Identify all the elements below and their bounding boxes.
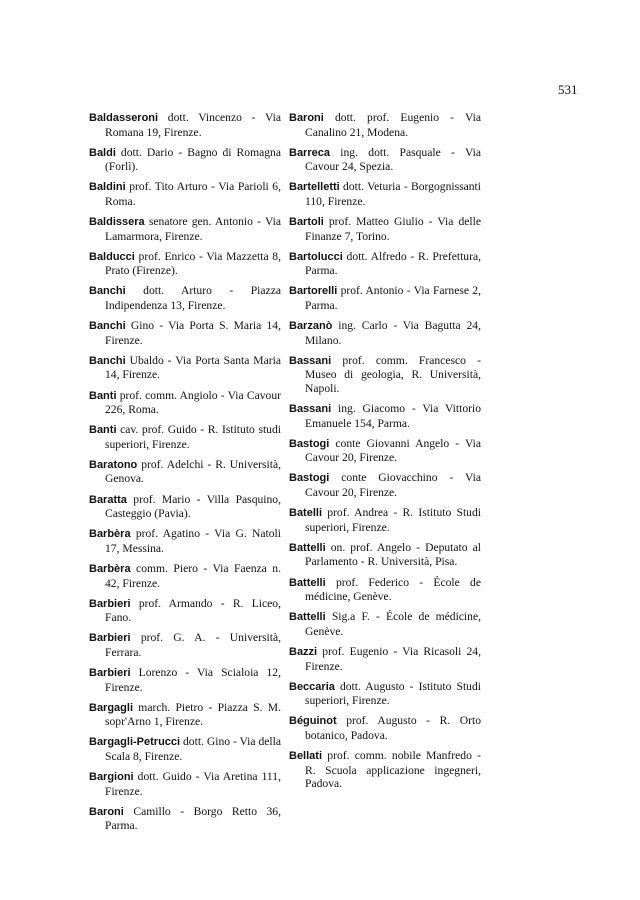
entry-surname: Barreca bbox=[289, 146, 330, 159]
directory-entry bbox=[289, 645, 481, 673]
entry-surname: Banchi bbox=[89, 285, 126, 298]
entry-details: prof. Andrea - R. Istituto Studi superiori, Firenze. bbox=[305, 506, 481, 534]
directory-entry bbox=[89, 458, 281, 486]
entry-details: ing. Giacomo - Via Vittorio Emanuele 154, Parma. bbox=[305, 402, 481, 430]
directory-entry bbox=[289, 215, 481, 243]
directory-entry bbox=[89, 423, 281, 451]
entry-details: dott. Gino - Via della Scala 8, Firenze. bbox=[105, 735, 281, 763]
directory-entry bbox=[89, 250, 281, 278]
entry-details: dott. Dario - Bagno di Romagna (Forlì). bbox=[105, 145, 281, 174]
directory-entry bbox=[89, 493, 281, 521]
directory-entry bbox=[89, 319, 281, 347]
entry-surname: Beccaria bbox=[289, 680, 335, 693]
directory-entry bbox=[289, 284, 481, 312]
entry-details: dott. Veturia - Borgognissanti 110, Firenze. bbox=[305, 180, 481, 208]
directory-entry bbox=[89, 215, 281, 243]
directory-entry bbox=[289, 576, 481, 604]
directory-entry bbox=[289, 714, 481, 742]
directory-entry bbox=[289, 319, 481, 347]
entry-details: ing. Carlo - Via Bagutta 24, Milano. bbox=[305, 319, 481, 347]
entry-surname: Bartelletti bbox=[289, 181, 340, 194]
entry-details: prof. Eugenio - Via Ricasoli 24, Firenze. bbox=[305, 644, 481, 673]
entry-details: conte Giovacchino - Via Cavour 20, Firenze. bbox=[305, 471, 481, 500]
entry-details: prof. Adelchi - R. Università, Genova. bbox=[105, 457, 281, 486]
entry-details: cav. prof. Guido - R. Istituto studi superiori, Firenze. bbox=[105, 423, 281, 451]
entry-surname: Barbieri bbox=[89, 632, 131, 645]
entry-surname: Bazzi bbox=[289, 645, 318, 658]
entry-surname: Baroni bbox=[289, 112, 324, 124]
entry-details: prof. Federico - École de médicine, Genève. bbox=[305, 575, 481, 604]
directory-entry bbox=[89, 666, 281, 694]
entry-details: prof. Augusto - R. Orto botanico, Padova. bbox=[305, 714, 481, 742]
entry-surname: Bartoli bbox=[289, 216, 324, 229]
entry-surname: Bargioni bbox=[89, 771, 134, 784]
entry-details: dott. Arturo - Piazza Indipendenza 13, Firenze. bbox=[105, 284, 281, 313]
entry-surname: Baldi bbox=[89, 146, 116, 159]
directory-entry bbox=[89, 805, 281, 833]
entry-details: prof. comm. Francesco - Museo di geologia, R. Università, Napoli. bbox=[305, 353, 481, 395]
entry-details: comm. Piero - Via Faenza n. 42, Firenze. bbox=[105, 561, 281, 590]
directory-entry bbox=[289, 146, 481, 174]
entry-details: prof. comm. nobile Manfredo - R. Scuola applicazione ingegneri, Padova. bbox=[305, 748, 481, 791]
entry-details: conte Giovanni Angelo - Via Cavour 20, Firenze. bbox=[305, 436, 481, 465]
entry-surname: Bartorelli bbox=[289, 285, 338, 298]
entry-surname: Bellati bbox=[289, 749, 323, 762]
entry-surname: Baldini bbox=[89, 181, 126, 194]
entry-surname: Bartolucci bbox=[289, 250, 343, 263]
entry-details: Camillo - Borgo Retto 36, Parma. bbox=[105, 804, 281, 833]
entry-details: prof. Armando - R. Liceo, Fano. bbox=[105, 596, 281, 625]
entry-surname: Banti bbox=[89, 389, 117, 402]
entry-details: prof. Agatino - Via G. Natoli 17, Messina. bbox=[105, 527, 281, 555]
entry-surname: Baldissera bbox=[89, 216, 145, 229]
entry-surname: Banchi bbox=[89, 320, 126, 333]
directory-entry bbox=[89, 597, 281, 625]
entry-surname: Batelli bbox=[289, 507, 323, 520]
entry-details: senatore gen. Antonio - Via Lamarmora, Firenze. bbox=[105, 215, 281, 243]
directory-entry bbox=[89, 562, 281, 590]
entry-surname: Bassani bbox=[289, 403, 332, 416]
entry-surname: Bastogi bbox=[289, 437, 330, 450]
directory-entry bbox=[289, 680, 481, 708]
entry-surname: Battelli bbox=[289, 541, 326, 554]
directory-entry bbox=[89, 701, 281, 729]
directory-entry bbox=[289, 749, 481, 791]
entry-details: prof. Tito Arturo - Via Parioli 6, Roma. bbox=[105, 180, 281, 208]
page-number: 531 bbox=[558, 82, 578, 97]
directory-entry bbox=[89, 389, 281, 417]
entry-surname: Bastogi bbox=[289, 472, 330, 485]
directory-entry bbox=[89, 284, 281, 312]
entry-details: on. prof. Angelo - Deputato al Parlamento - R. Università, Pisa. bbox=[305, 540, 481, 569]
entry-surname: Baratono bbox=[89, 458, 138, 471]
entry-details: prof. Matteo Giulio - Via delle Finanze 7, Torino. bbox=[305, 215, 481, 243]
directory-entry bbox=[289, 354, 481, 396]
entry-surname: Bargagli-Petrucci bbox=[89, 736, 181, 749]
directory-entry bbox=[289, 250, 481, 278]
directory-entry bbox=[89, 111, 281, 139]
entry-surname: Barbèra bbox=[89, 562, 131, 575]
directory-entry bbox=[89, 770, 281, 798]
entry-details: dott. prof. Eugenio - Via Canalino 21, Modena. bbox=[305, 111, 481, 139]
entry-details: prof. Mario - Villa Pasquino, Casteggio (Pavia). bbox=[105, 492, 281, 521]
directory-entry bbox=[289, 471, 481, 499]
entry-details: Ubaldo - Via Porta Santa Maria 14, Firenze. bbox=[105, 353, 281, 382]
entry-surname: Battelli bbox=[289, 611, 326, 624]
entry-details: dott. Alfredo - R. Prefettura, Parma. bbox=[305, 249, 481, 278]
entry-details: march. Pietro - Piazza S. M. sopr'Arno 1, Firenze. bbox=[105, 700, 281, 729]
entry-details: prof. G. A. - Università, Ferrara. bbox=[105, 631, 281, 659]
left-column bbox=[89, 111, 281, 839]
entry-surname: Bassani bbox=[289, 354, 332, 367]
directory-entry bbox=[289, 506, 481, 534]
entry-details: Sig.a F. - École de médicine, Genève. bbox=[305, 610, 481, 638]
directory-entry bbox=[89, 735, 281, 763]
entry-details: prof. Antonio - Via Farnese 2, Parma. bbox=[305, 284, 481, 313]
right-column bbox=[289, 111, 481, 797]
directory-entry bbox=[89, 631, 281, 659]
directory-entry bbox=[89, 354, 281, 382]
entry-details: dott. Guido - Via Aretina 111, Firenze. bbox=[105, 770, 281, 798]
entry-surname: Barzanò bbox=[289, 320, 333, 333]
entry-surname: Barbieri bbox=[89, 667, 131, 679]
entry-surname: Bargagli bbox=[89, 701, 134, 714]
entry-details: dott. Vincenzo - Via Romana 19, Firenze. bbox=[105, 111, 281, 139]
entry-details: ing. dott. Pasquale - Via Cavour 24, Spezia. bbox=[305, 145, 481, 174]
directory-entry bbox=[89, 146, 281, 174]
directory-entry bbox=[289, 610, 481, 638]
entry-surname: Banti bbox=[89, 424, 117, 437]
entry-surname: Béguinot bbox=[289, 715, 337, 728]
entry-surname: Baratta bbox=[89, 493, 127, 506]
entry-surname: Barbieri bbox=[89, 597, 131, 610]
entry-details: Gino - Via Porta S. Maria 14, Firenze. bbox=[105, 319, 281, 347]
entry-surname: Battelli bbox=[289, 576, 326, 589]
entry-surname: Barbèra bbox=[89, 528, 131, 541]
entry-surname: Baroni bbox=[89, 805, 124, 818]
directory-entry bbox=[289, 437, 481, 465]
directory-entry bbox=[289, 111, 481, 139]
directory-entry bbox=[289, 402, 481, 430]
entry-surname: Balducci bbox=[89, 250, 135, 263]
entry-details: prof. Enrico - Via Mazzetta 8, Prato (Firenze). bbox=[105, 249, 281, 278]
directory-entry bbox=[289, 541, 481, 569]
directory-entry bbox=[89, 180, 281, 208]
directory-entry bbox=[89, 527, 281, 555]
entry-surname: Banchi bbox=[89, 354, 126, 367]
entry-details: Lorenzo - Via Scialoia 12, Firenze. bbox=[105, 666, 281, 694]
entry-surname: Baldasseroni bbox=[89, 112, 159, 124]
directory-entry bbox=[289, 180, 481, 208]
entry-details: dott. Augusto - Istituto Studi superiori, Firenze. bbox=[305, 679, 481, 708]
entry-details: prof. comm. Angiolo - Via Cavour 226, Roma. bbox=[105, 388, 281, 417]
